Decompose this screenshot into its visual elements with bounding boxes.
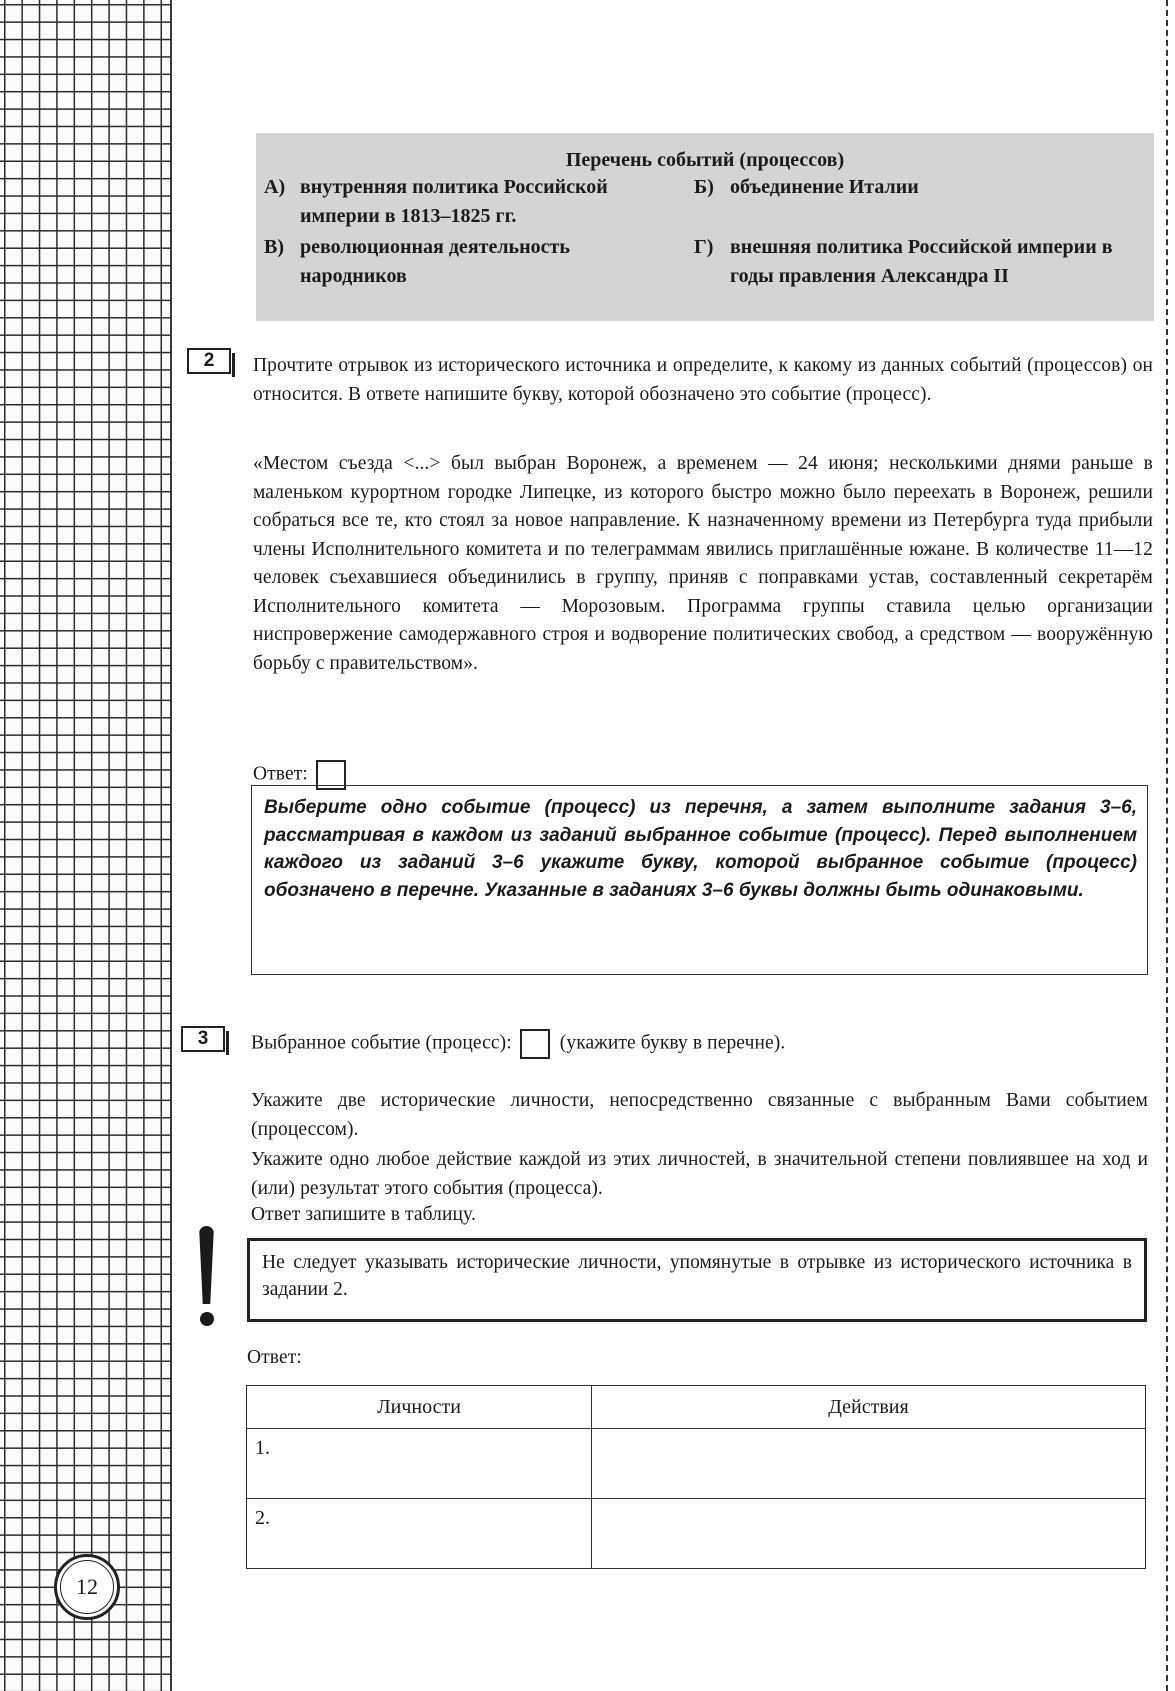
event-a-letter: А) bbox=[264, 176, 286, 198]
margin-grid bbox=[0, 0, 172, 1691]
task-3-chosen-row bbox=[251, 1029, 951, 1059]
table-row bbox=[247, 1429, 1146, 1499]
table-row bbox=[247, 1499, 1146, 1569]
event-g-text: внешняя политика Российской империи в годы правления Александра II bbox=[730, 236, 1113, 287]
event-v-text: революционная деятельность народников bbox=[300, 236, 570, 287]
instruction-box: Выберите одно событие (процесс) из перечня, а затем выполните задания 3–6, рассматривая в каждом из заданий выбранное событие (процесс). Перед выполнением каждого из заданий 3–6 укажите букву, которой выбранное событие (процесс) обозначено в перечне. Указанные в заданиях 3–6 буквы должны быть одинаковыми. bbox=[251, 785, 1148, 975]
task-2-number: 2 bbox=[187, 348, 231, 374]
event-b-letter: Б) bbox=[694, 176, 714, 198]
task-3-para1: Укажите две исторические личности, непосредственно связанные с выбранным Вами событием (процессом). bbox=[251, 1090, 1148, 1140]
task-3-chosen-hint: (укажите букву в перечне). bbox=[559, 1032, 786, 1054]
page-number-text: 12 bbox=[76, 1574, 98, 1599]
event-g-letter: Г) bbox=[694, 236, 714, 258]
table-header-actions: Действия bbox=[592, 1386, 1146, 1429]
event-b bbox=[694, 173, 1144, 202]
task-3-para2: Укажите одно любое действие каждой из этих личностей, в значительной степени повлиявшее на ход и (или) результат этого события (процесса). bbox=[251, 1149, 1148, 1199]
table-header-row bbox=[247, 1386, 1146, 1429]
warning-exclamation-icon bbox=[196, 1226, 218, 1330]
task-3-answer-label: Ответ: bbox=[247, 1347, 302, 1368]
events-title: Перечень событий (процессов) bbox=[565, 149, 845, 171]
task-2-prompt: Прочтите отрывок из исторического источника и определите, к какому из данных событий (процессов) он относится. В ответе напишите букву, которой обозначено это событие (процесс). bbox=[253, 355, 1153, 405]
event-v-letter: В) bbox=[264, 236, 284, 258]
event-v bbox=[264, 233, 664, 291]
task-3-para3: Ответ запишите в таблицу. bbox=[251, 1204, 476, 1225]
table-cell-action-2[interactable] bbox=[592, 1499, 1146, 1569]
table-header-persons: Личности bbox=[247, 1386, 592, 1429]
answer-table bbox=[246, 1385, 1146, 1569]
cut-line bbox=[1166, 0, 1168, 1691]
table-cell-action-1[interactable] bbox=[592, 1429, 1146, 1499]
event-g bbox=[694, 233, 1146, 291]
event-a bbox=[264, 173, 684, 231]
table-cell-person-1[interactable]: 1. bbox=[247, 1429, 592, 1499]
task-3-chosen-label: Выбранное событие (процесс): bbox=[251, 1032, 512, 1054]
table-cell-person-2[interactable]: 2. bbox=[247, 1499, 592, 1569]
margin-border bbox=[170, 0, 172, 1691]
task-2-answer-label: Ответ: bbox=[253, 763, 308, 785]
note-box: Не следует указывать исторические личности, упомянутые в отрывке из исторического источника в задании 2. bbox=[247, 1238, 1147, 1322]
task-3-chosen-box[interactable] bbox=[520, 1029, 550, 1059]
event-b-text: объединение Италии bbox=[730, 176, 919, 198]
task-3-number: 3 bbox=[181, 1026, 225, 1052]
event-a-text: внутренняя политика Российской империи в 1813–1825 гг. bbox=[300, 176, 608, 227]
events-list-box bbox=[256, 133, 1154, 321]
page-number bbox=[54, 1554, 120, 1620]
task-2-quote: «Местом съезда <...> был выбран Воронеж, а временем — 24 июня; несколькими днями раньше в маленьком курортном городке Липецке, из которого быстро можно было переехать в Воронеж, решили собраться все те, кто стоял за новое направление. К назначенному времени из Петербурга туда прибыли члены Исполнительного комитета и по телеграммам явились приглашённые южане. В количестве 11—12 человек съехавшиеся объединились в группу, приняв с поправками устав, составленный секретарём Исполнительного комитета — Морозовым. Программа группы ставила целью организации ниспровержение самодержавного строя и водворение политических свобод, а средством — вооружённую борьбу с правительством». bbox=[253, 453, 1153, 674]
